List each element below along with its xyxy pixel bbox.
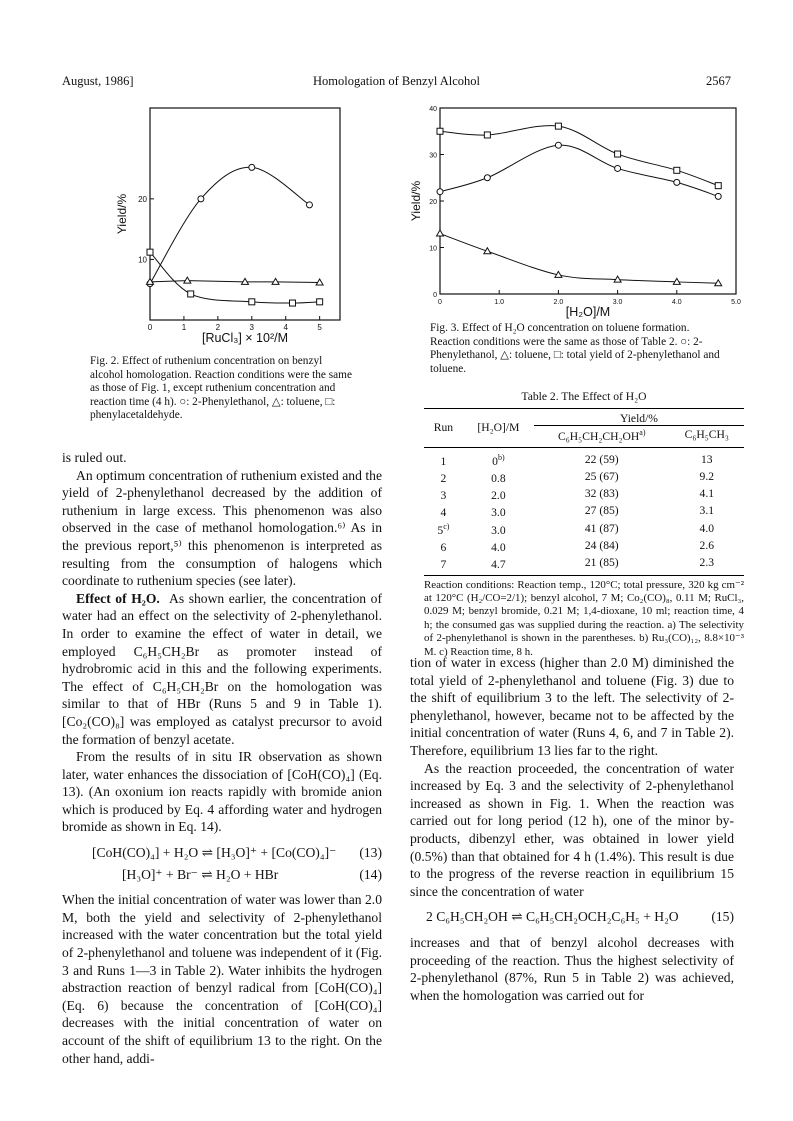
data-point-circle — [249, 164, 255, 170]
data-point-triangle — [437, 230, 444, 236]
data-point-circle — [437, 189, 443, 195]
table-row — [424, 520, 744, 537]
data-point-circle — [306, 202, 312, 208]
cell-run: 5$^{c)}$ — [437, 521, 450, 537]
data-point-square — [147, 249, 153, 255]
data-point-square — [555, 123, 561, 129]
column-header-concentration: [H₂O]/M — [477, 421, 520, 435]
x-tick-label: 3.0 — [612, 299, 623, 306]
y-axis-label: Yield/% — [409, 180, 423, 222]
data-point-square — [249, 299, 255, 305]
data-point-triangle — [272, 278, 279, 284]
table-row — [424, 485, 744, 502]
cell-phenylethanol-yield: 27 (85) — [584, 504, 619, 518]
paragraph: As the reaction proceeded, the concentration of water increased by Eq. 3 and the selectivity of 2-phenylethanol increased as shown in Fig. 1. When the reaction was carried out for long period (12 h), one of the minor by-products, dibenzyl ether, was obtained in lower yield (0.5%) than that obtained for 4 h (1.4%). This result is due to the progress of the reverse reaction in equilibrium 15 since the concentration of water — [410, 760, 734, 899]
data-point-square — [437, 128, 443, 134]
cell-concentration: 4.7 — [491, 558, 506, 572]
y-tick-label: 20 — [138, 194, 147, 204]
cell-phenylethanol-yield: 25 (67) — [584, 469, 619, 483]
table-2-grid — [424, 408, 744, 572]
y-tick-label: 40 — [429, 106, 437, 113]
cell-run: 1 — [440, 454, 447, 468]
table-row — [424, 554, 744, 571]
cell-run: 2 — [440, 471, 447, 485]
table-row — [424, 468, 744, 485]
cell-concentration: 0$^{b)}$ — [492, 452, 505, 468]
cell-toluene-yield: 2.3 — [699, 556, 715, 570]
data-point-square — [317, 299, 323, 305]
equation-number: (15) — [711, 909, 734, 925]
y-tick-label: 10 — [429, 245, 437, 253]
cell-concentration: 2.0 — [491, 489, 506, 503]
data-point-circle — [198, 196, 204, 202]
page-number: 2567 — [706, 74, 731, 88]
cell-run: 7 — [440, 558, 447, 572]
data-point-square — [290, 300, 296, 306]
paragraph: tion of water in excess (higher than 2.0 M) diminished the total yield of 2-phenylethanol and toluene (Fig. 3) due to the shift of equilibrium 3 to the left. The selectivity of 2-phenylethanol, however, became not to be affected by the initial concentration of water (Runs 4, 6, and 7 in Table 2). Therefore, equilibrium 13 lies far to the right. — [410, 655, 734, 758]
cell-concentration: 3.0 — [491, 506, 506, 520]
cell-toluene-yield: 9.2 — [699, 469, 715, 483]
cell-toluene-yield: 2.6 — [699, 538, 715, 552]
y-tick-label: 0 — [433, 292, 437, 299]
running-header-title: Homologation of Benzyl Alcohol — [313, 74, 480, 88]
figure-3 — [404, 106, 750, 320]
cell-run: 6 — [440, 540, 447, 554]
running-header-date: August, 1986] — [62, 74, 134, 88]
table-2-notes: Reaction conditions: Reaction temp., 120°C; total pressure, 320 kg cm⁻² at 120°C (H₂/CO=2/1); benzyl alcohol, 7 M; Co₂(CO)₈, 0.11 M; RuCl₃, 0.029 M; benzyl bromide, 0.21 M; 1,4-dioxane, 10 ml; reaction time, 4 h; the consumed gas was supplied during the reaction. a) The selectivity of 2-phenylethanol is shown in the parentheses. b) Ru₃(CO)₁₂, 8.8×10⁻³ M. c) Reaction time, 8 h. — [424, 575, 744, 659]
figure-2-chart — [110, 106, 342, 346]
figure-2 — [110, 106, 342, 346]
series-line-square — [150, 252, 320, 303]
x-axis-label: [H₂O]/M — [565, 305, 611, 319]
x-tick-label: 1.0 — [494, 299, 505, 306]
cell-phenylethanol-yield: 21 (85) — [584, 556, 619, 570]
data-point-square — [188, 291, 194, 297]
plot-frame — [150, 108, 340, 320]
figure-2-caption: Fig. 2. Effect of ruthenium concentration on benzyl alcohol homologation. Reaction conditions were the same as those of Fig. 1, except ruthenium concentration and reaction time (4 h). ○: 2-Phenylethanol, △: toluene, □: phenylacetaldehyde. — [90, 355, 352, 422]
column-header-toluene: C₆H₅CH₃ — [684, 428, 729, 442]
data-point-square — [615, 151, 621, 157]
paragraph: An optimum concentration of ruthenium existed and the yield of 2-phenylethanol decreased by the addition of ruthenium in large excess. This phenomenon was also observed in the case of methanol homologation.⁶⁾ As in the previous report,⁵⁾ this phenomenon is interpreted as resulting from the consumption of halogens which coordinate to ruthenium species (see later). — [62, 467, 382, 589]
cell-phenylethanol-yield: 24 (84) — [584, 538, 619, 552]
equation-number: (14) — [359, 866, 382, 882]
equation-14 — [62, 866, 382, 884]
table-row — [424, 537, 744, 554]
cell-concentration: 3.0 — [491, 523, 506, 537]
paragraph: is ruled out. — [62, 450, 127, 465]
x-axis-label: [RuCl₃] × 10²/M — [201, 331, 289, 345]
figure-3-chart — [404, 106, 750, 320]
series-line-square — [440, 126, 718, 186]
equation-15 — [410, 908, 734, 926]
column-header-yield: Yield/% — [534, 409, 744, 426]
section-heading: Effect of H₂O. — [76, 590, 160, 606]
cell-run: 4 — [440, 506, 447, 520]
y-tick-label: 10 — [138, 255, 147, 265]
paragraph — [62, 590, 382, 748]
table-row — [424, 447, 744, 468]
cell-phenylethanol-yield: 41 (87) — [584, 521, 619, 535]
figure-3-caption: Fig. 3. Effect of H₂O concentration on toluene formation. Reaction conditions were the same as those of Table 2. ○: 2-Phenylethanol, △: toluene, □: total yield of 2-phenylethanol and toluene. — [430, 322, 720, 375]
equation-number: (13) — [359, 845, 382, 861]
data-point-circle — [615, 165, 621, 171]
x-tick-label: 3 — [249, 323, 255, 332]
series-line-circle — [150, 167, 309, 283]
table-2-title: Table 2. The Effect of H₂O — [521, 390, 647, 403]
cell-concentration: 0.8 — [491, 471, 506, 485]
cell-concentration: 4.0 — [491, 540, 506, 554]
x-tick-label: 4.0 — [671, 299, 682, 306]
equation-body: 2 C₆H₅CH₂OH ⇌ C₆H₅CH₂OCH₂C₆H₅ + H₂O — [426, 909, 679, 925]
equation-body: [H₃O]⁺ + Br⁻ ⇌ H₂O + HBr — [122, 866, 279, 882]
y-tick-label: 30 — [429, 152, 437, 160]
column-header-run: Run — [433, 421, 454, 435]
table-2 — [424, 408, 744, 659]
x-tick-label: 0 — [147, 323, 153, 332]
table-row — [424, 502, 744, 519]
paragraph: From the results of in situ IR observation as shown later, water enhances the dissociation of [CoH(CO)₄] (Eq. 13). (An oxonium ion reacts rapidly with bromide anion which is produced by Eq. 4 affording water and hydrogen bromide as shown in Eq. 14). — [62, 749, 382, 835]
x-tick-label: 2 — [215, 323, 221, 332]
equation-13 — [62, 844, 382, 862]
y-axis-label: Yield/% — [115, 193, 129, 235]
x-tick-label: 5 — [317, 323, 322, 332]
series-line-triangle — [440, 234, 718, 284]
paragraph: When the initial concentration of water was lower than 2.0 M, both the yield and selectivity of 2-phenylethanol increased with the water concentration but the total yield of 2-phenylethanol and toluene was independent of it (Fig. 3 and Runs 1—3 in Table 2). Water inhibits the hydrogen abstraction reaction of benzyl radical from [CoH(CO)₄] (Eq. 6) because the concentration of [CoH(CO)₄] decreases with the initial concentration of water on account of the shift of equilibrium 13 to the right. On the other hand, addi- — [62, 892, 382, 1066]
data-point-triangle — [184, 277, 191, 283]
cell-toluene-yield: 13 — [700, 452, 713, 466]
data-point-square — [674, 167, 680, 173]
cell-toluene-yield: 4.1 — [699, 487, 715, 501]
equation-body: [CoH(CO)₄] + H₂O ⇌ [H₃O]⁺ + [Co(CO)₄]⁻ — [92, 845, 337, 861]
paragraph: increases and that of benzyl alcohol decreases with proceeding of the reaction. Thus the highest selectivity of 2-phenylethanol (87%, Run 5 in Table 2) was achieved, when the homologation was carried out for — [410, 934, 734, 1003]
cell-toluene-yield: 4.0 — [699, 521, 715, 535]
y-tick-label: 20 — [429, 199, 437, 206]
x-tick-label: 5.0 — [731, 299, 741, 306]
column-header-phenylethanol: C₆H₅CH₂CH₂OH$^{a)}$ — [558, 428, 646, 444]
x-tick-label: 2.0 — [553, 299, 564, 306]
data-point-circle — [674, 179, 680, 185]
data-point-square — [715, 183, 721, 189]
cell-toluene-yield: 3.1 — [699, 504, 715, 518]
cell-phenylethanol-yield: 22 (59) — [584, 452, 619, 466]
data-point-circle — [484, 175, 490, 181]
cell-phenylethanol-yield: 32 (83) — [584, 487, 619, 501]
x-tick-label: 4 — [283, 323, 288, 332]
x-tick-label: 0 — [438, 299, 442, 306]
paragraph-text: As shown earlier, the concentration of water had an effect on the selectivity of 2-phenylethanol. In order to examine the effect of water in detail, we employed C₆H₅CH₂Br as promoter instead of hydrobromic acid in this and the following experiments. The effect of C₆H₅CH₂Br on the homologation was similar to that of HBr (Runs 5 and 9 in Table 1). [Co₂(CO)₈] was employed as catalyst precursor to avoid the formation of benzyl acetate. — [62, 590, 382, 747]
left-column — [62, 449, 382, 1067]
data-point-circle — [715, 193, 721, 199]
cell-run: 3 — [440, 489, 447, 503]
data-point-square — [484, 132, 490, 138]
data-point-circle — [555, 142, 561, 148]
right-column — [410, 654, 734, 1004]
x-tick-label: 1 — [181, 323, 187, 332]
